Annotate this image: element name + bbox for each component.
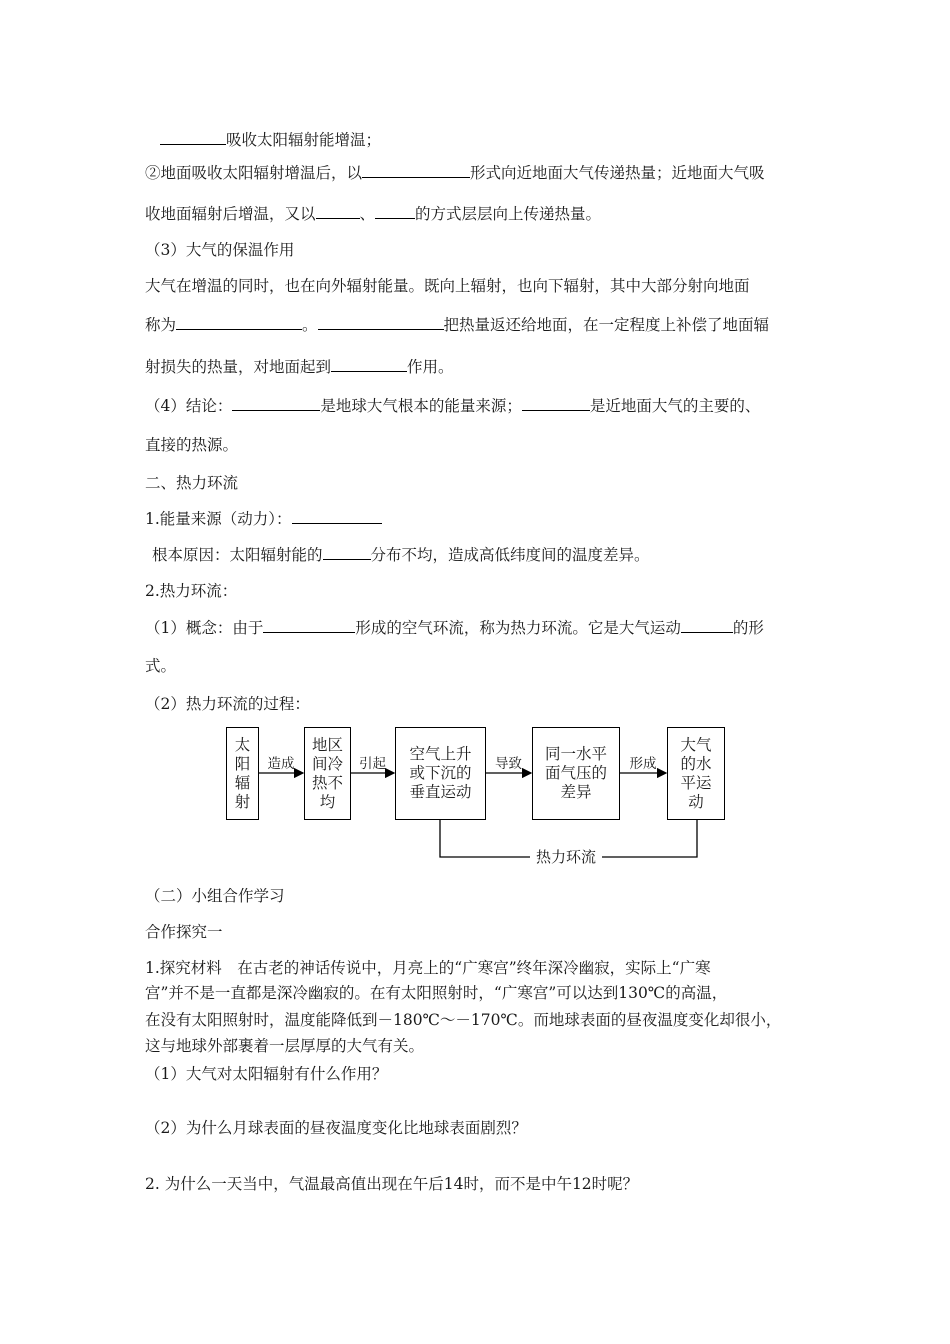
box-pressure-difference: 同一水平 面气压的 差异 (532, 727, 620, 820)
line-13: 2.热力环流： (145, 582, 238, 600)
line-12: 根本原因：太阳辐射能的 分布不均，造成高低纬度间的温度差异。 (152, 546, 650, 564)
line-2: ②地面吸收太阳辐射增温后，以 形式向近地面大气传递热量；近地面大气吸 (145, 164, 765, 182)
arrow-label-3: 导致 (495, 756, 522, 772)
line-4: （3）大气的保温作用 (145, 241, 295, 259)
line-7: 射损失的热量，对地面起到 作用。 (145, 358, 454, 376)
arrow-label-2: 引起 (359, 756, 386, 772)
section-title-thermal-circulation: 二、热力环流 (145, 474, 239, 492)
question-3: 2. 为什么一天当中，气温最高值出现在午后14时，而不是中午12时呢？ (145, 1175, 639, 1193)
line-8: （4）结论： 是地球大气根本的能量来源； 是近地面大气的主要的、 (145, 397, 761, 415)
arrow-label-4: 形成 (629, 756, 657, 772)
cooperation-title: 合作探究一 (145, 923, 223, 941)
line-11: 1.能量来源（动力）： (145, 509, 382, 529)
box-uneven-heating: 地区 间冷 热不 均 (304, 727, 351, 820)
section-group-study: （二）小组合作学习 (145, 887, 285, 905)
line-16: （2）热力环流的过程： (145, 695, 310, 713)
question-2: （2）为什么月球表面的昼夜温度变化比地球表面剧烈？ (145, 1119, 527, 1137)
line-9: 直接的热源。 (145, 436, 239, 454)
loop-label: 热力环流 (530, 846, 602, 867)
box-horizontal-motion: 大气 的水 平运 动 (667, 727, 725, 820)
box-solar-radiation: 太 阳 辐 射 (226, 727, 259, 820)
line-21: 在没有太阳照射时，温度能降低到－180℃～－170℃。而地球表面的昼夜温度变化却很小， (145, 1011, 782, 1029)
line-20: 宫”并不是一直都是深冷幽寂的。在有太阳照射时，“广寒宫”可以达到130℃的高温， (145, 984, 728, 1002)
box-vertical-motion: 空气上升 或下沉的 垂直运动 (395, 727, 486, 820)
line-15: 式。 (145, 657, 177, 675)
line-1: 吸收太阳辐射能增温； (160, 130, 381, 150)
line-22: 这与地球外部裹着一层厚厚的大气有关。 (145, 1037, 425, 1055)
line-3: 收地面辐射后增温，又以 、 的方式层层向上传递热量。 (145, 205, 602, 223)
line-6: 称为 。 把热量返还给地面，在一定程度上补偿了地面辐 (145, 316, 770, 334)
question-1: （1）大气对太阳辐射有什么作用？ (145, 1065, 388, 1083)
line-14: （1）概念：由于 形成的空气环流，称为热力环流。它是大气运动 的形 (145, 619, 764, 637)
line-19: 1.探究材料 在古老的神话传说中，月亮上的“广寒宫”终年深冷幽寂，实际上“广寒 (145, 959, 711, 977)
line-5: 大气在增温的同时，也在向外辐射能量。既向上辐射，也向下辐射，其中大部分射向地面 (145, 277, 750, 295)
arrow-label-1: 造成 (267, 756, 295, 772)
